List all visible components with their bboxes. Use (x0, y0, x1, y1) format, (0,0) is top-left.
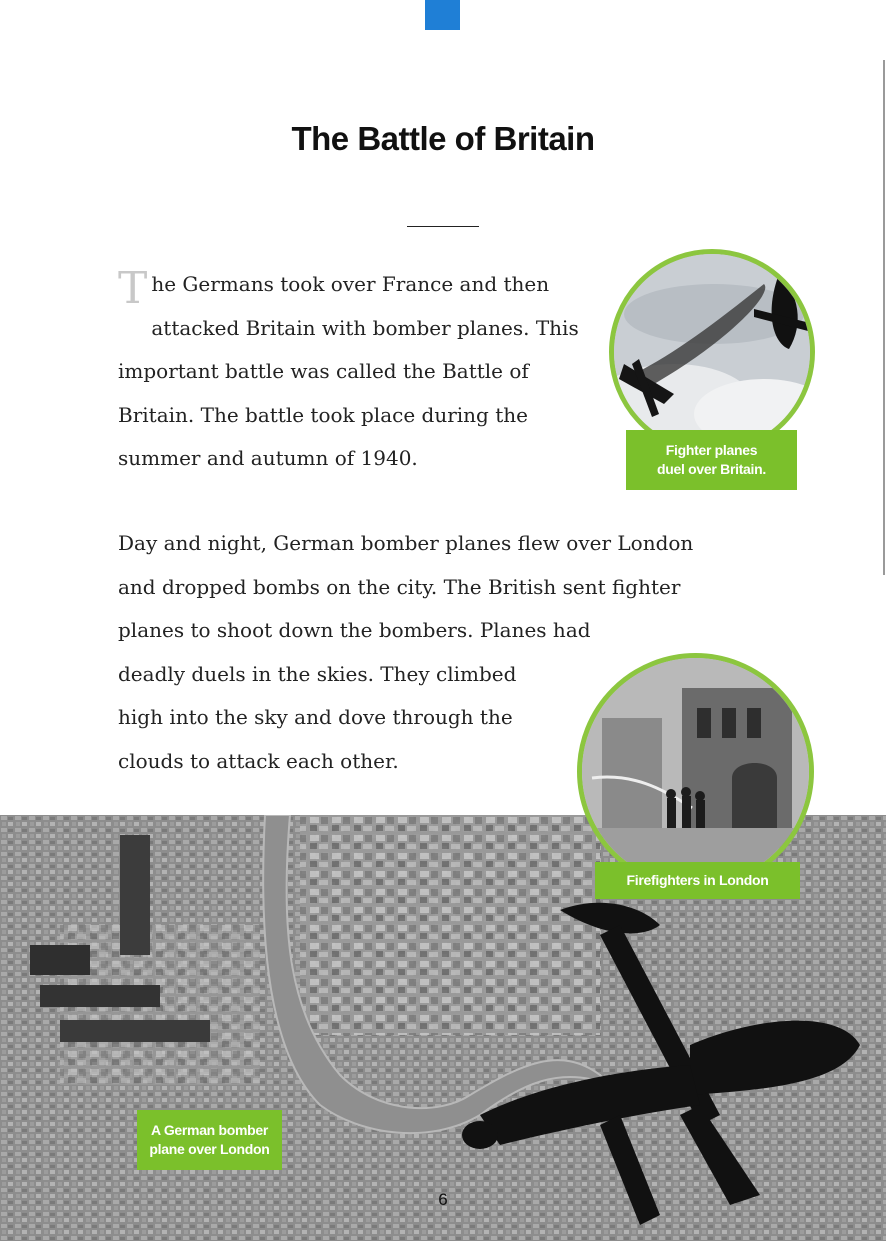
paragraph-1-line: Britain. The battle took place during the (118, 402, 528, 427)
title-underline (407, 226, 479, 227)
firefighters-illustration (582, 658, 809, 885)
paragraph-2-line: clouds to attack each other. (118, 748, 399, 773)
drop-cap: T (118, 263, 148, 314)
paragraph-2-line: planes to shoot down the bombers. Planes had (118, 618, 591, 642)
firefighters-caption: Firefighters in London (595, 862, 800, 899)
caption-line: duel over Britain. (657, 461, 766, 477)
page-number: 6 (438, 1190, 448, 1209)
paragraph-2-line: high into the sky and dove through the (118, 705, 513, 729)
paragraph-1-line: summer and autumn of 1940. (118, 446, 418, 470)
caption-line: A German bomber (150, 1122, 269, 1138)
fighter-planes-illustration (614, 254, 810, 450)
paragraph-1 (118, 263, 593, 481)
paragraph-1-line: he Germans took over France and then (151, 272, 550, 296)
bomber-caption (137, 1110, 282, 1170)
page-title: The Battle of Britain (291, 120, 595, 157)
caption-line: plane over London (149, 1141, 270, 1157)
caption-line: Fighter planes (665, 442, 758, 458)
paragraph-2-line: and dropped bombs on the city. The British sent fighter (118, 574, 681, 599)
blue-tab-marker (425, 0, 460, 30)
paragraph-2-line: deadly duels in the skies. They climbed (118, 661, 517, 686)
paragraph-1-line: attacked Britain with bomber planes. This (151, 315, 579, 340)
paragraph-2-line: Day and night, German bomber planes flew over London (118, 531, 694, 555)
paragraph-1-line: important battle was called the Battle of (118, 359, 529, 383)
fighter-planes-caption (626, 430, 797, 490)
firefighters-photo (577, 653, 814, 890)
fighter-planes-photo (609, 249, 815, 455)
